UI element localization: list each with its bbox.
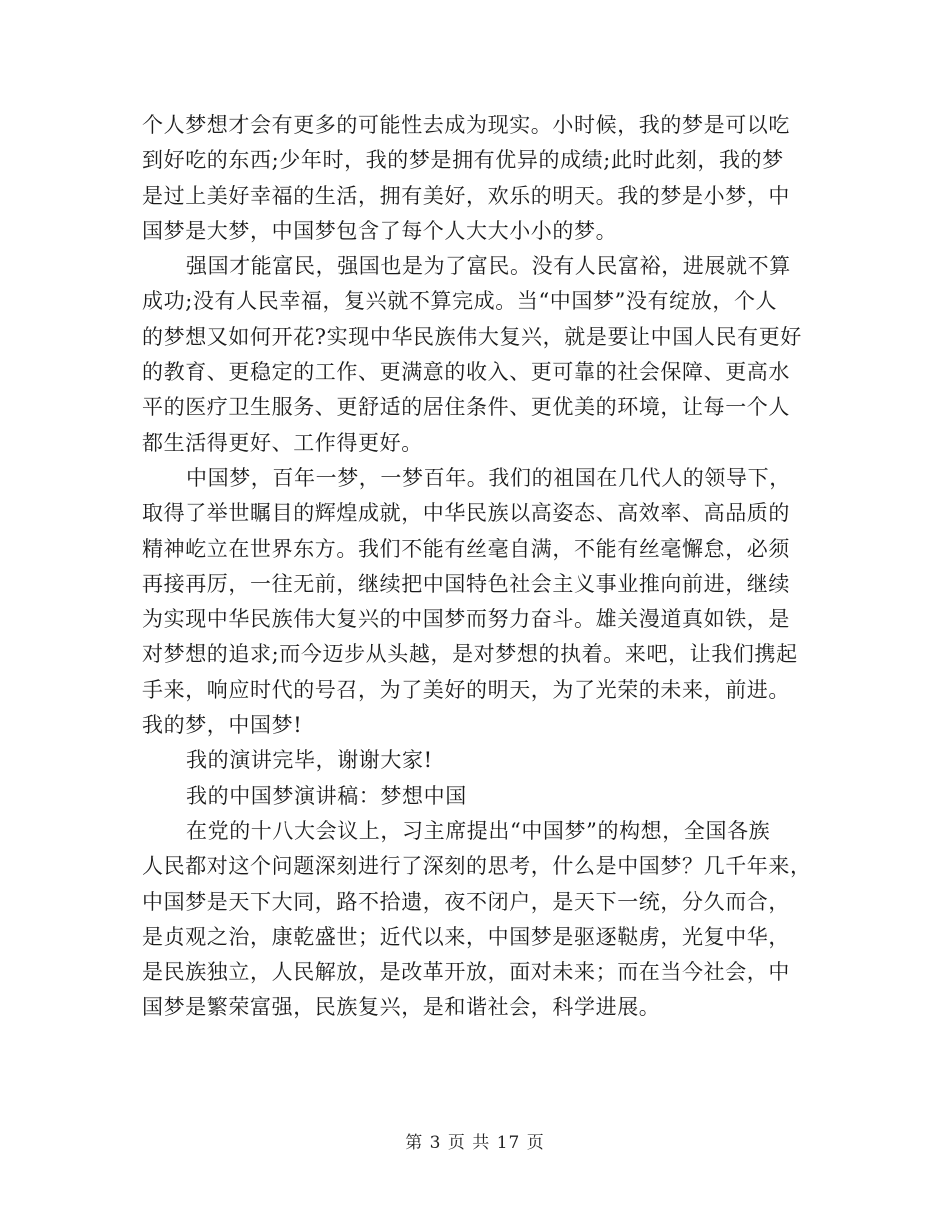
text-line: 在党的十八大会议上，习主席提出“中国梦”的构想，全国各族 <box>186 818 771 843</box>
text-line: 成功;没有人民幸福，复兴就不算完成。当“中国梦”没有绽放，个人 <box>142 289 778 314</box>
text-line: 国梦是繁荣富强，民族复兴，是和谐社会，科学进展。 <box>142 995 661 1020</box>
document-body <box>142 108 812 1026</box>
text-line: 我的梦，中国梦! <box>142 713 303 738</box>
text-line: 国梦是大梦，中国梦包含了每个人大大小小的梦。 <box>142 218 618 243</box>
text-line: 的梦想又如何开花?实现中华民族伟大复兴，就是要让中国人民有更好 <box>142 324 802 349</box>
text-line: 个人梦想才会有更多的可能性去成为现实。小时候，我的梦是可以吃 <box>142 113 790 137</box>
paragraph <box>142 743 807 778</box>
text-line: 强国才能富民，强国也是为了富民。没有人民富裕，进展就不算 <box>186 254 791 279</box>
paragraph <box>142 461 807 743</box>
text-line: 是过上美好幸福的生活，拥有美好，欢乐的明天。我的梦是小梦，中 <box>142 183 790 208</box>
text-line: 是民族独立，人民解放，是改革开放，面对未来；而在当今社会，中 <box>142 960 790 985</box>
text-line: 中国梦，百年一梦，一梦百年。我们的祖国在几代人的领导下， <box>186 465 791 490</box>
text-line: 平的医疗卫生服务、更舒适的居住条件、更优美的环境，让每一个人 <box>142 395 790 420</box>
text-line: 的教育、更稳定的工作、更满意的收入、更可靠的社会保障、更高水 <box>142 360 790 385</box>
text-line: 手来，响应时代的号召，为了美好的明天，为了光荣的未来，前进。 <box>142 677 790 702</box>
text-line: 对梦想的追求;而今迈步从头越，是对梦想的执着。来吧，让我们携起 <box>142 642 798 667</box>
text-line: 都生活得更好、工作得更好。 <box>142 430 423 455</box>
paragraph <box>142 814 812 1026</box>
text-line: 我的演讲完毕，谢谢大家! <box>186 748 433 773</box>
text-line: 取得了举世瞩目的辉煌成就，中华民族以高姿态、高效率、高品质的 <box>142 501 790 526</box>
text-line: 我的中国梦演讲稿：梦想中国 <box>186 783 467 808</box>
text-line: 是贞观之治，康乾盛世；近代以来，中国梦是驱逐鞑虏，光复中华， <box>142 924 790 949</box>
text-line: 中国梦是天下大同，路不拾遗，夜不闭户，是天下一统，分久而合， <box>142 889 790 914</box>
page-footer: 第 3 页 共 17 页 <box>405 1133 545 1153</box>
text-line: 精神屹立在世界东方。我们不能有丝毫自满，不能有丝毫懈怠，必须 <box>142 536 790 561</box>
text-line: 到好吃的东西;少年时，我的梦是拥有优异的成绩;此时此刻，我的梦 <box>142 148 784 173</box>
text-line: 为实现中华民族伟大复兴的中国梦而努力奋斗。雄关漫道真如铁，是 <box>142 607 790 632</box>
paragraph <box>142 779 807 814</box>
text-line: 再接再厉，一往无前，继续把中国特色社会主义事业推向前进，继续 <box>142 571 790 596</box>
paragraph <box>142 249 807 461</box>
paragraph <box>142 108 807 249</box>
text-line: 人民都对这个问题深刻进行了深刻的思考，什么是中国梦？几千年来， <box>142 854 812 879</box>
